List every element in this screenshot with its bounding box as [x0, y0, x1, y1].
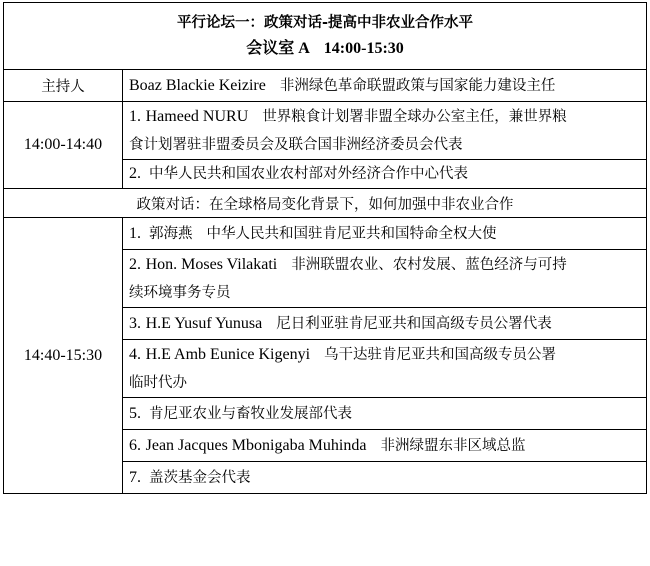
- speaker-item: [123, 430, 647, 462]
- speaker-role-continued: 续环境事务专员: [129, 284, 231, 301]
- host-label: 主持人: [4, 70, 123, 102]
- item-number: 1.: [129, 107, 141, 125]
- speaker-role: 非洲绿盟东非区域总监: [380, 437, 526, 454]
- session1-row-1: [4, 102, 647, 160]
- speaker-role: 乌干达驻肯尼亚共和国高级专员公署: [324, 346, 557, 363]
- session1-time: 14:00-14:40: [4, 102, 123, 189]
- item-number: 4.: [129, 345, 141, 363]
- speaker-name: H.E Amb Eunice Kigenyi: [145, 345, 311, 363]
- speaker-item: [123, 250, 647, 308]
- speaker-item: [123, 218, 647, 250]
- speaker-role: 世界粮食计划署非盟全球办公室主任，兼世界粮: [262, 108, 567, 125]
- session-time: 14:00-15:30: [323, 40, 404, 57]
- agenda-table: [3, 2, 647, 494]
- item-number: 1.: [129, 224, 141, 242]
- speaker-item: [123, 102, 647, 160]
- speaker-item: [123, 340, 647, 398]
- speaker-role: 尼日利亚驻肯尼亚共和国高级专员公署代表: [276, 315, 552, 332]
- speaker-role-continued: 临时代办: [129, 374, 187, 391]
- host-content: [123, 70, 647, 102]
- speaker-org: 中华人民共和国农业农村部对外经济合作中心代表: [149, 166, 468, 182]
- speaker-name: Hon. Moses Vilakati: [145, 255, 278, 273]
- speaker-item: [123, 160, 647, 189]
- speaker-name: Hameed NURU: [145, 107, 249, 125]
- speaker-org: 肯尼亚农业与畜牧业发展部代表: [149, 405, 352, 422]
- dialogue-row: [4, 189, 647, 218]
- speaker-org: 盖茨基金会代表: [149, 469, 251, 486]
- speaker-role: 非洲联盟农业、农村发展、蓝色经济与可持: [291, 256, 567, 273]
- speaker-name: 郭海燕: [149, 225, 193, 242]
- item-number: 3.: [129, 314, 141, 332]
- speaker-item: [123, 398, 647, 430]
- session2-row-1: [4, 218, 647, 250]
- speaker-role-continued: 食计划署驻非盟委员会及联合国非洲经济委员会代表: [129, 136, 463, 153]
- item-number: 2.: [129, 255, 141, 273]
- venue: 会议室 A: [246, 40, 310, 57]
- speaker-item: [123, 308, 647, 340]
- session2-time: 14:40-15:30: [4, 218, 123, 494]
- item-number: 2.: [129, 165, 141, 182]
- speaker-name: Jean Jacques Mbonigaba Muhinda: [145, 436, 367, 454]
- host-role: 非洲绿色革命联盟政策与国家能力建设主任: [279, 77, 556, 94]
- host-name: Boaz Blackie Keizire: [129, 76, 266, 94]
- speaker-role: 中华人民共和国驻肯尼亚共和国特命全权大使: [206, 225, 497, 242]
- title-row: [4, 3, 647, 70]
- title-cell: [4, 3, 647, 70]
- speaker-item: [123, 462, 647, 494]
- host-row: [4, 70, 647, 102]
- speaker-name: H.E Yusuf Yunusa: [145, 314, 263, 332]
- item-number: 7.: [129, 468, 141, 486]
- item-number: 5.: [129, 404, 141, 422]
- item-number: 6.: [129, 436, 141, 454]
- forum-title: 平行论坛一：政策对话-提高中非农业合作水平: [176, 14, 474, 31]
- venue-time: [4, 36, 646, 62]
- dialogue-title: 政策对话：在全球格局变化背景下，如何加强中非农业合作: [4, 189, 647, 218]
